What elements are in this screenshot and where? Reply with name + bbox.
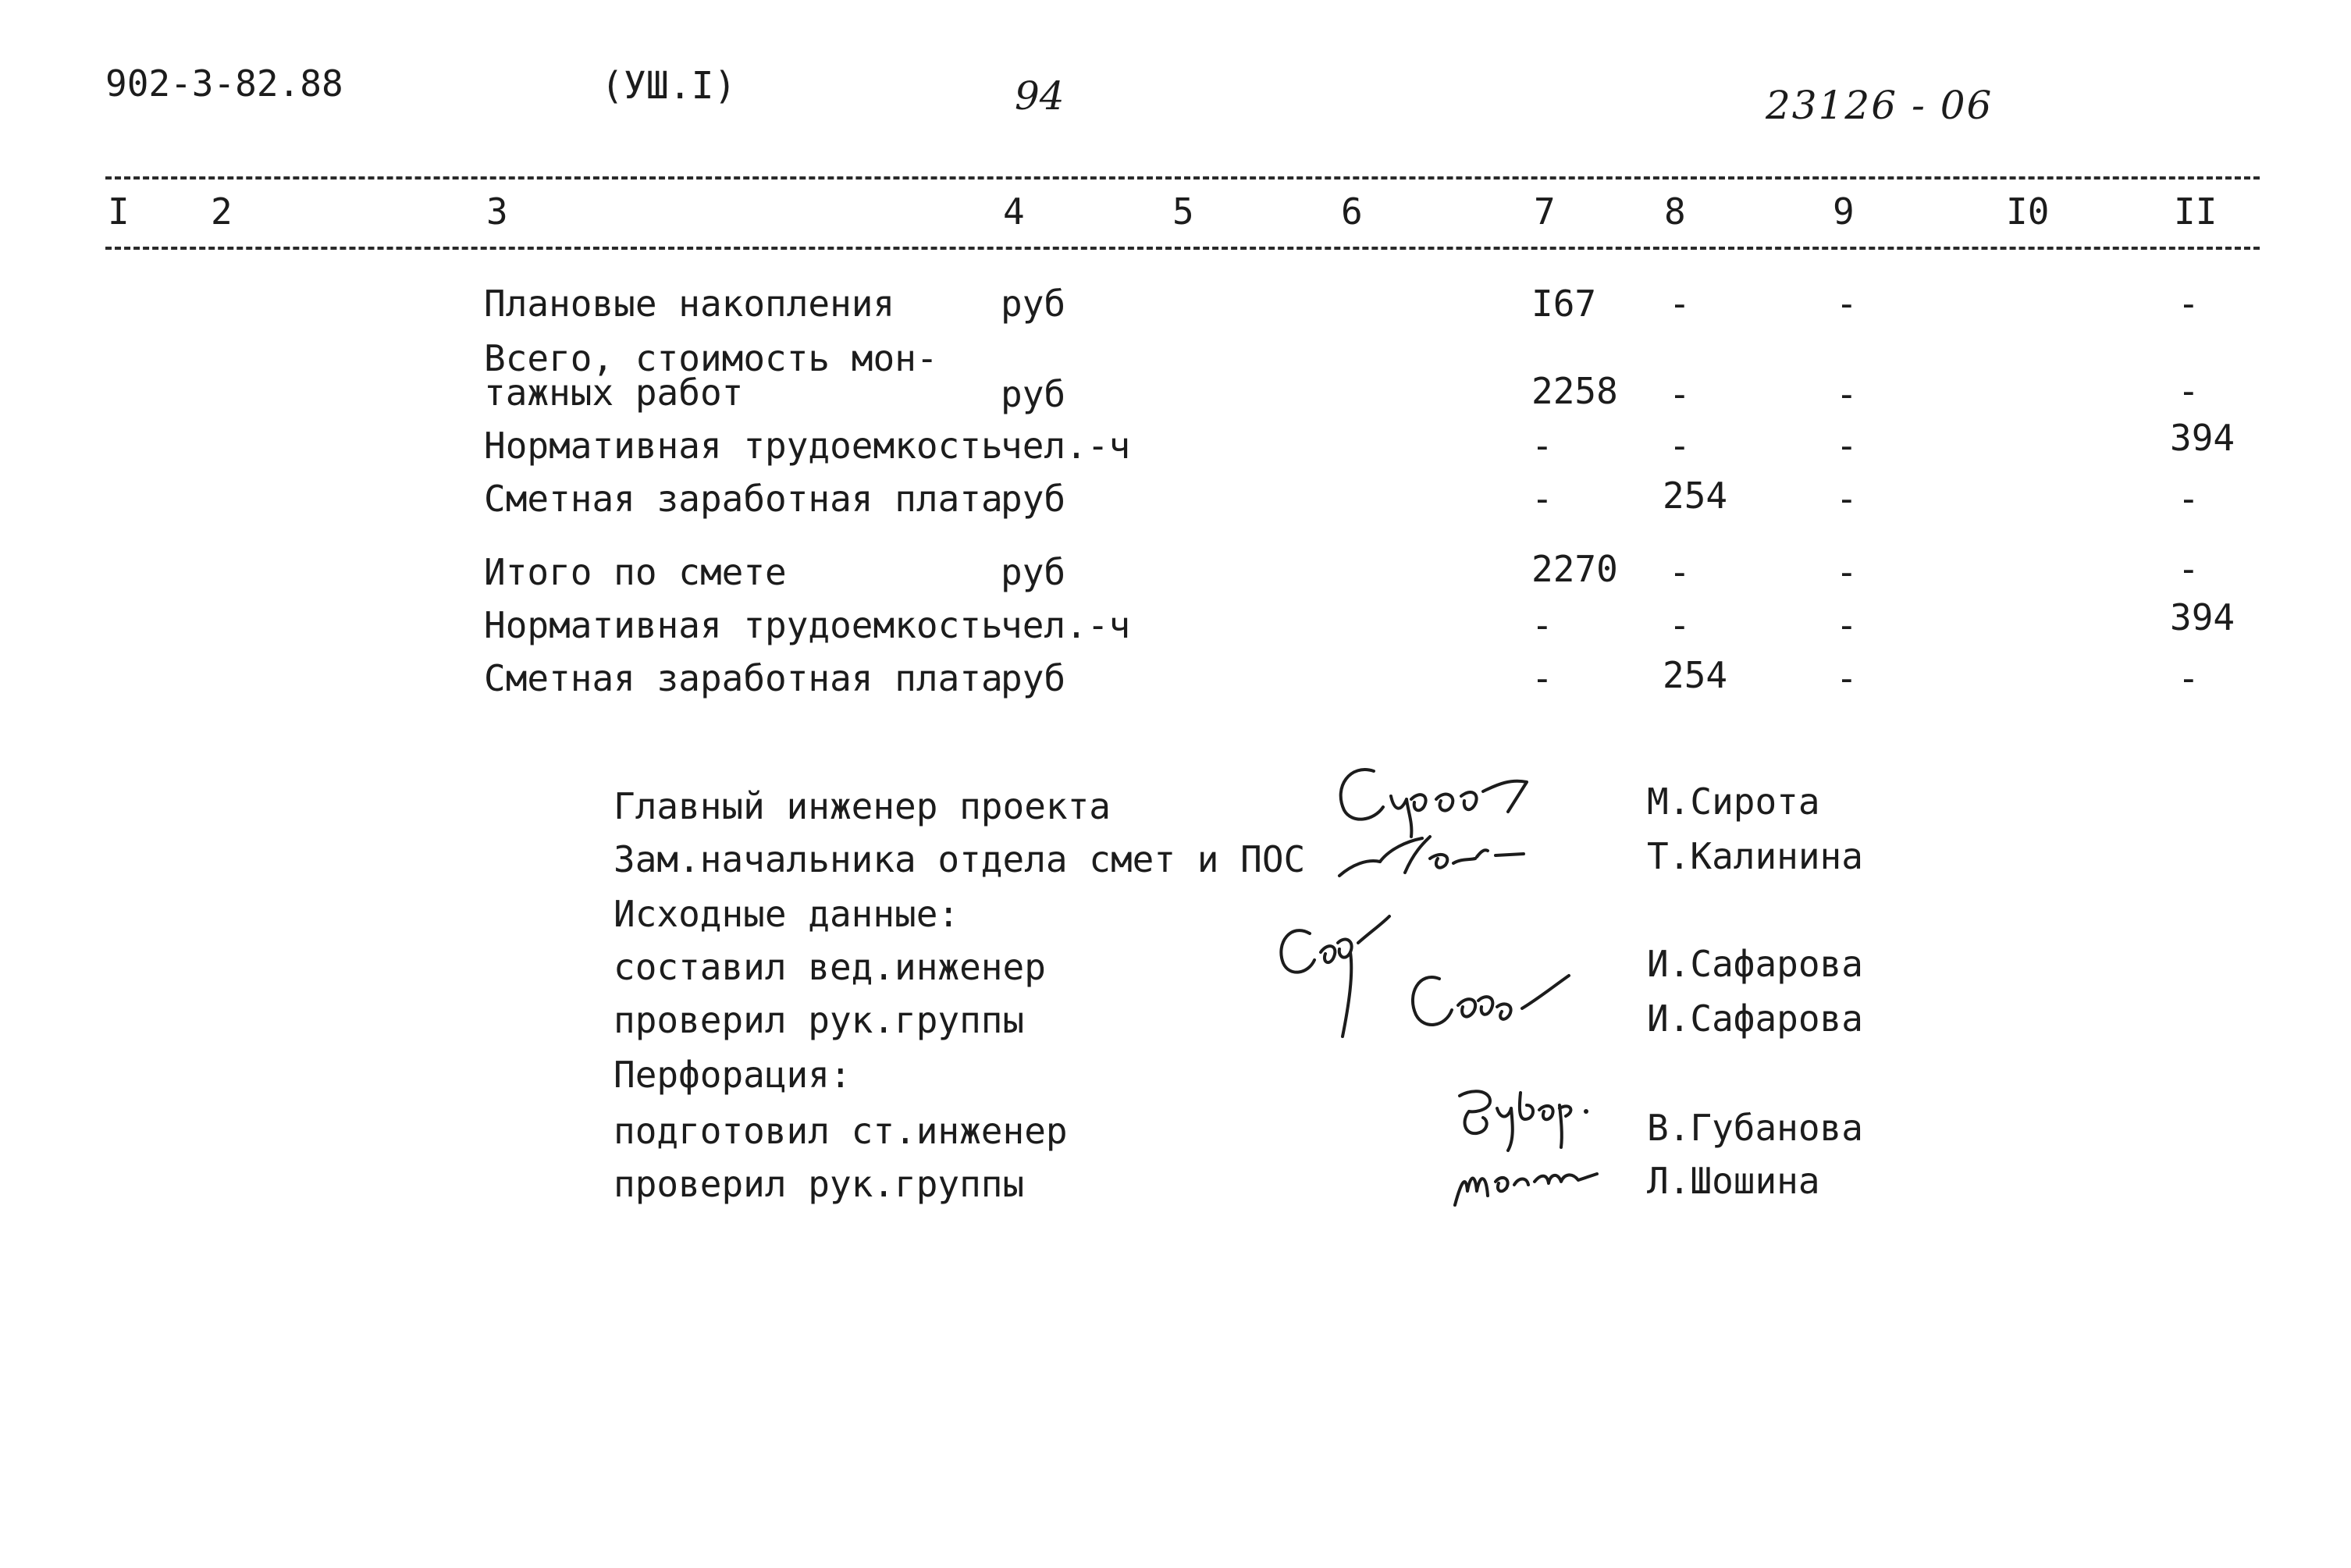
cell-col-11: - [2178,478,2200,520]
cell-col-7: - [1531,604,1553,646]
cell-col-11: - [2178,370,2200,412]
column-number: I [108,190,130,233]
column-number: 4 [1003,190,1025,233]
cell-col-8: - [1669,283,1691,325]
cell-col-11: - [2178,548,2200,590]
row-unit: чел.-ч [1001,425,1131,467]
cell-col-7: - [1531,657,1553,699]
signatory-name: Т.Калинина [1647,835,1863,877]
document-number: 23126 - 06 [1766,83,1994,128]
cell-col-9: - [1836,478,1858,520]
row-description: Плановые накопления [484,283,895,325]
cell-col-8: 254 [1663,475,1728,517]
cell-col-9: - [1836,604,1858,646]
cell-col-8: 254 [1663,654,1728,696]
column-number: 9 [1833,190,1855,233]
section-heading: Исходные данные: [614,893,960,935]
signature-shoshina [1449,1150,1605,1213]
row-unit: чел.-ч [1001,604,1131,646]
cell-col-7: - [1531,425,1553,467]
row-description: Сметная заработная плата [484,478,1003,520]
document-code: 902-3-82.88 [105,62,343,105]
cell-col-8: - [1669,425,1691,467]
row-description: Всего, стоимость мон- [484,337,938,379]
row-description: Итого по смете [484,551,787,593]
signatory-name: В.Губанова [1647,1107,1863,1149]
row-description: Сметная заработная плата [484,657,1003,699]
column-number: I0 [2006,190,2050,233]
row-unit: руб [1001,373,1066,415]
row-description: Нормативная трудоемкость [484,425,1003,467]
page-number: 94 [1015,73,1065,119]
cell-col-9: - [1836,283,1858,325]
column-number: 3 [486,190,508,233]
cell-col-9: - [1836,657,1858,699]
signatory-role: Зам.начальника отдела смет и ПОС [614,838,1306,880]
cell-col-7: - [1531,478,1553,520]
cell-col-7: 2258 [1531,370,1618,412]
row-unit: руб [1001,283,1066,325]
column-number: 2 [211,190,233,233]
table-header-rule [105,247,2260,250]
row-unit: руб [1001,657,1066,699]
table-top-rule [105,176,2260,180]
cell-col-8: - [1669,551,1691,593]
signatory-name: М.Сирота [1647,780,1820,823]
signature-kalinina [1336,827,1547,882]
row-unit: руб [1001,551,1066,593]
section-heading: Перфорация: [614,1054,852,1096]
signatory-role: составил вед.инженер [614,946,1046,988]
column-number: 7 [1534,190,1556,233]
signatory-role: проверил рук.группы [614,1163,1025,1205]
cell-col-11: 394 [2170,596,2235,638]
cell-col-11: 394 [2170,417,2235,459]
cell-col-9: - [1836,373,1858,415]
signature-safarova-2 [1405,963,1585,1049]
column-number: 8 [1664,190,1686,233]
signatory-role: проверил рук.группы [614,999,1025,1041]
signatory-name: И.Сафарова [1647,997,1863,1040]
section-code: (УШ.I) [601,64,737,108]
cell-col-11: - [2178,657,2200,699]
signatory-name: И.Сафарова [1647,943,1863,985]
row-unit: руб [1001,478,1066,520]
column-number: II [2174,190,2218,233]
signatory-name: Л.Шошина [1647,1160,1820,1202]
cell-col-11: - [2178,283,2200,325]
cell-col-8: - [1669,604,1691,646]
signatory-role: подготовил ст.инженер [614,1110,1068,1152]
cell-col-9: - [1836,551,1858,593]
cell-col-9: - [1836,425,1858,467]
cell-col-7: I67 [1531,283,1597,325]
column-number: 5 [1172,190,1194,233]
cell-col-8: - [1669,373,1691,415]
signatory-role: Главный инженер проекта [614,785,1111,827]
row-description: Нормативная трудоемкость [484,604,1003,646]
row-description: тажных работ [484,372,744,414]
signature-gubanova [1453,1085,1594,1155]
column-number: 6 [1341,190,1363,233]
cell-col-7: 2270 [1531,548,1618,590]
